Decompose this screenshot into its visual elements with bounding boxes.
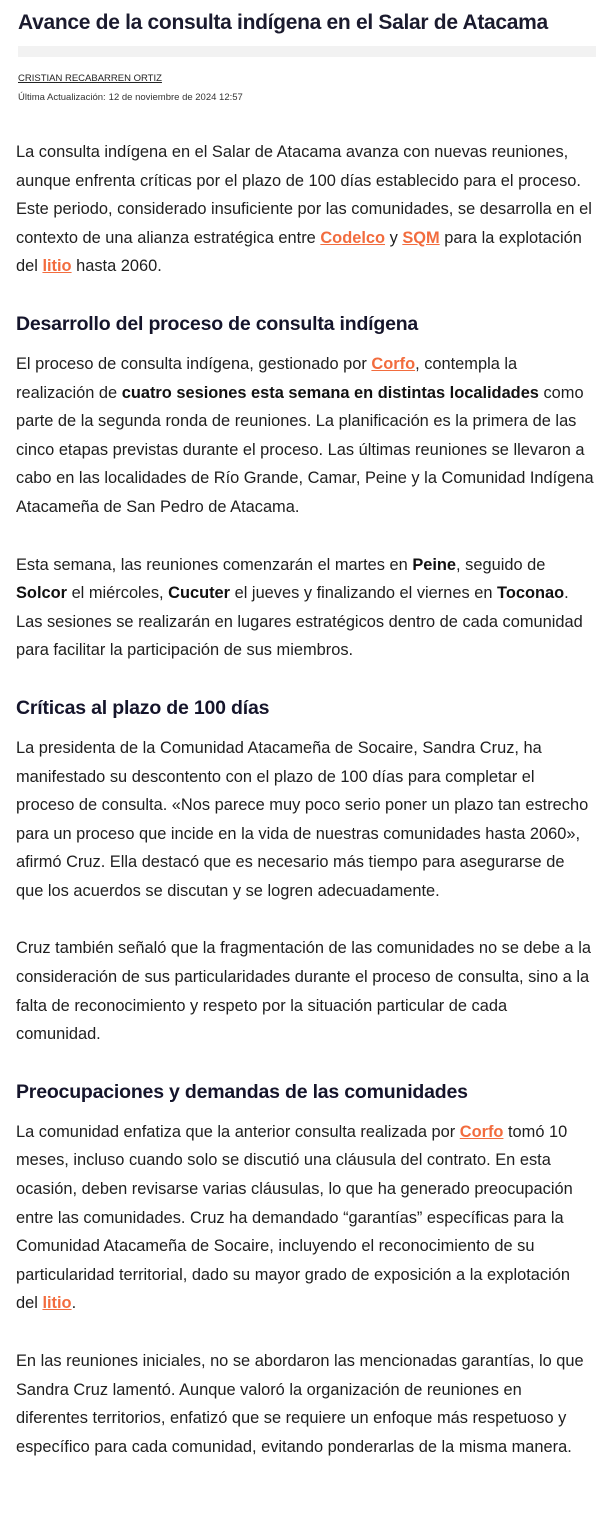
section-heading-preocupaciones: Preocupaciones y demandas de las comunidades <box>16 1080 468 1103</box>
last-updated <box>18 92 243 103</box>
corfo-link[interactable]: Corfo <box>371 354 416 373</box>
section-heading-criticas: Críticas al plazo de 100 días <box>16 696 270 719</box>
paragraph-descontento: La presidenta de la Comunidad Atacameña de Socaire, Sandra Cruz, ha manifestado su descontento con el plazo de 100 días para completar el proceso de consulta. «Nos parece muy poco serio poner un plazo tan estrecho para un proceso que incide en la vida de nuestras comunidades hasta 2060», afirmó Cruz. Ella destacó que es necesario más tiempo para asegurarse de que los acuerdos se discutan y se logren adecuadamente. <box>16 738 589 900</box>
article-title: Avance de la consulta indígena en el Salar de Atacama <box>18 11 548 34</box>
article-body <box>16 138 596 1490</box>
last-updated-label: Última Actualización: <box>18 92 106 103</box>
last-updated-value: 12 de noviembre de 2024 12:57 <box>108 92 243 103</box>
paragraph-fragmentacion: Cruz también señaló que la fragmentación de las comunidades no se debe a la consideración de sus particularidades durante el proceso de consulta, sino a la falta de reconocimiento y respeto por la situación particular de cada comunidad. <box>16 939 591 1044</box>
litio-link[interactable]: litio <box>42 257 72 276</box>
author-link[interactable]: CRISTIAN RECABARREN ORTIZ <box>18 73 162 84</box>
section-heading-desarrollo: Desarrollo del proceso de consulta indígena <box>16 312 419 335</box>
litio-link-2[interactable]: litio <box>42 1294 72 1313</box>
sqm-link[interactable]: SQM <box>402 228 440 247</box>
paragraph-garantias: La comunidad enfatiza que la anterior consulta realizada por Corfo tomó 10 meses, incluso cuando solo se discutió una cláusula del contrato. En esta ocasión, deben revisarse varias cláusulas, lo que ha generado preocupación entre las comunidades. Cruz ha demandado “garantías” específicas para la Comunidad Atacameña de Socaire, incluyendo el reconocimiento de su particularidad territorial, dado su mayor grado de exposición a la explotación del litio. <box>16 1122 573 1313</box>
title-divider <box>18 46 596 57</box>
corfo-link-2[interactable]: Corfo <box>459 1122 504 1141</box>
paragraph-reuniones: Esta semana, las reuniones comenzarán el martes en Peine, seguido de Solcor el miércoles, Cucuter el jueves y finalizando el viernes en Toconao. Las sesiones se realizarán en lugares estratégicos dentro de cada comunidad para facilitar la participación de sus miembros. <box>16 555 583 660</box>
intro-paragraph: La consulta indígena en el Salar de Atacama avanza con nuevas reuniones, aunque enfrenta críticas por el plazo de 100 días establecido para el proceso. Este periodo, considerado insuficiente por las comunidades, se desarrolla en el contexto de una alianza estratégica entre Codelco y SQM para la explotación del litio hasta 2060. <box>16 143 592 276</box>
paragraph-proceso: El proceso de consulta indígena, gestionado por Corfo, contempla la realización de cuatro sesiones esta semana en distintas localidades como parte de la segunda ronda de reuniones. La planificación es la primera de las cinco etapas previstas durante el proceso. Las últimas reuniones se llevaron a cabo en las localidades de Río Grande, Camar, Peine y la Comunidad Indígena Atacameña de San Pedro de Atacama. <box>16 354 594 516</box>
codelco-link[interactable]: Codelco <box>320 228 386 247</box>
paragraph-reuniones-iniciales: En las reuniones iniciales, no se abordaron las mencionadas garantías, lo que Sandra Cruz lamentó. Aunque valoró la organización de reuniones en diferentes territorios, enfatizó que se requiere un enfoque más respetuoso y específico para cada comunidad, evitando ponderarlas de la misma manera. <box>16 1352 584 1456</box>
